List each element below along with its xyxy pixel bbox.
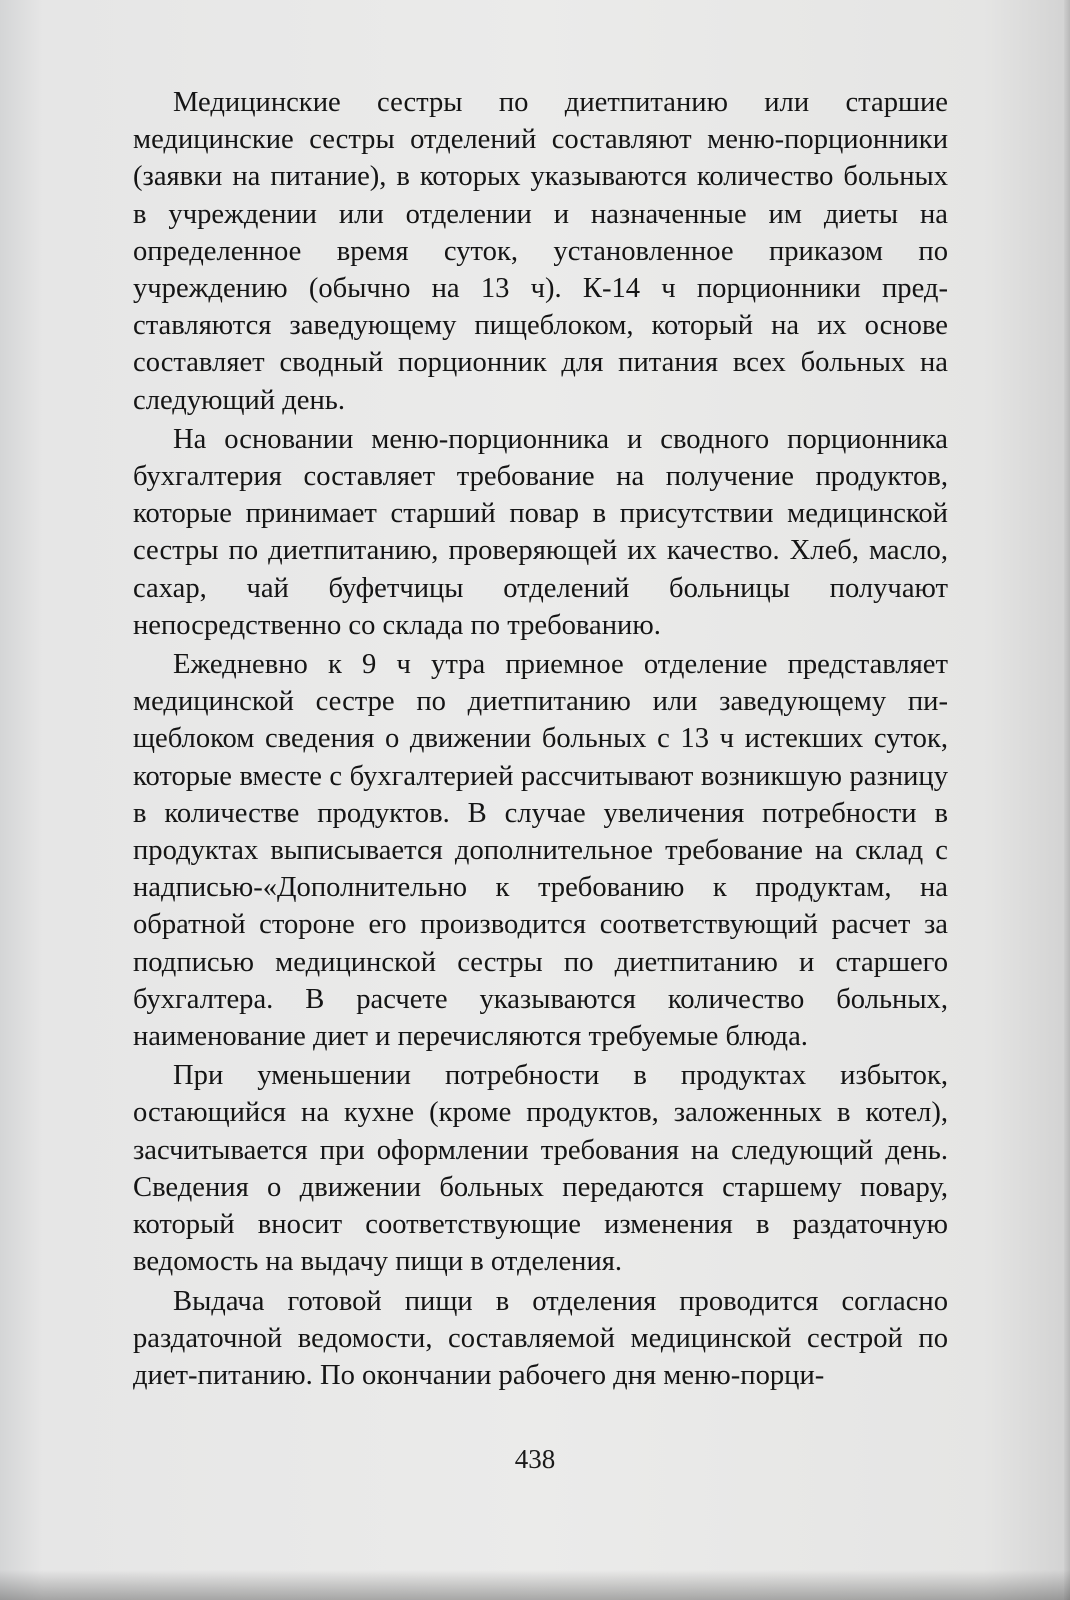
body-text (133, 84, 948, 1394)
paragraph-2: На основании меню-порционника и сводного порционника бухгалтерия составляет требование на получение продуктов, которые принимает старший повар в присутствии медицинской сестры по диетпитанию, проверяющей их качество. Хлеб, масло, сахар, чай буфетчицы отделений больницы получают непосредственно со склада по требованию. (133, 423, 948, 641)
page-edge (1064, 0, 1070, 1600)
paragraph-1: Медицинские сестры по диетпитанию или старшие медицинские сестры отделений составляют меню-порционники (заявки на питание), в которых указываются количество больных в учреждении или отделении и назначенные им диеты на определенное время суток, установленное приказом по учреждению (обычно на 13 ч). К-14 ч порционники представляются заведующему пищеблоком, который на их основе составляет сводный порционник для питания всех больных на следующий день. (133, 87, 948, 416)
paragraph-3: Ежедневно к 9 ч утра приемное отделение представляет медицинской сестре по диетпитанию или заведующему пищеблоком сведения о движении больных с 13 ч истекших суток, которые вместе с бухгалтерией рассчитывают возникшую разницу в количестве продуктов. В случае увеличения потребности в продуктах выписывается дополнительное требование на склад с надписью-«Дополнительно к требованию к продуктам, на обратной стороне его производится соответствующий расчет за подписью медицинской сестры по диетпитанию и старшего бухгалтера. В расчете указываются количество больных, наименование диет и перечисляются требуемые блюда. (133, 649, 948, 1053)
paragraph-5: Выдача готовой пищи в отделения проводится согласно раздаточной ведомости, составляемой медицинской сестрой по диет-питанию. По окончании рабочего дня меню-порци- (133, 1285, 948, 1391)
paragraph-4: При уменьшении потребности в продуктах избыток, остающийся на кухне (кроме продуктов, заложенных в котел), засчитывается при оформлении требования на следующий день. Сведения о движении больных передаются старшему повару, который вносит соответствующие изменения в раздаточную ведомость на выдачу пищи в отделения. (133, 1060, 948, 1278)
page-number: 438 (514, 1444, 556, 1474)
bottom-shadow (0, 1570, 1070, 1600)
